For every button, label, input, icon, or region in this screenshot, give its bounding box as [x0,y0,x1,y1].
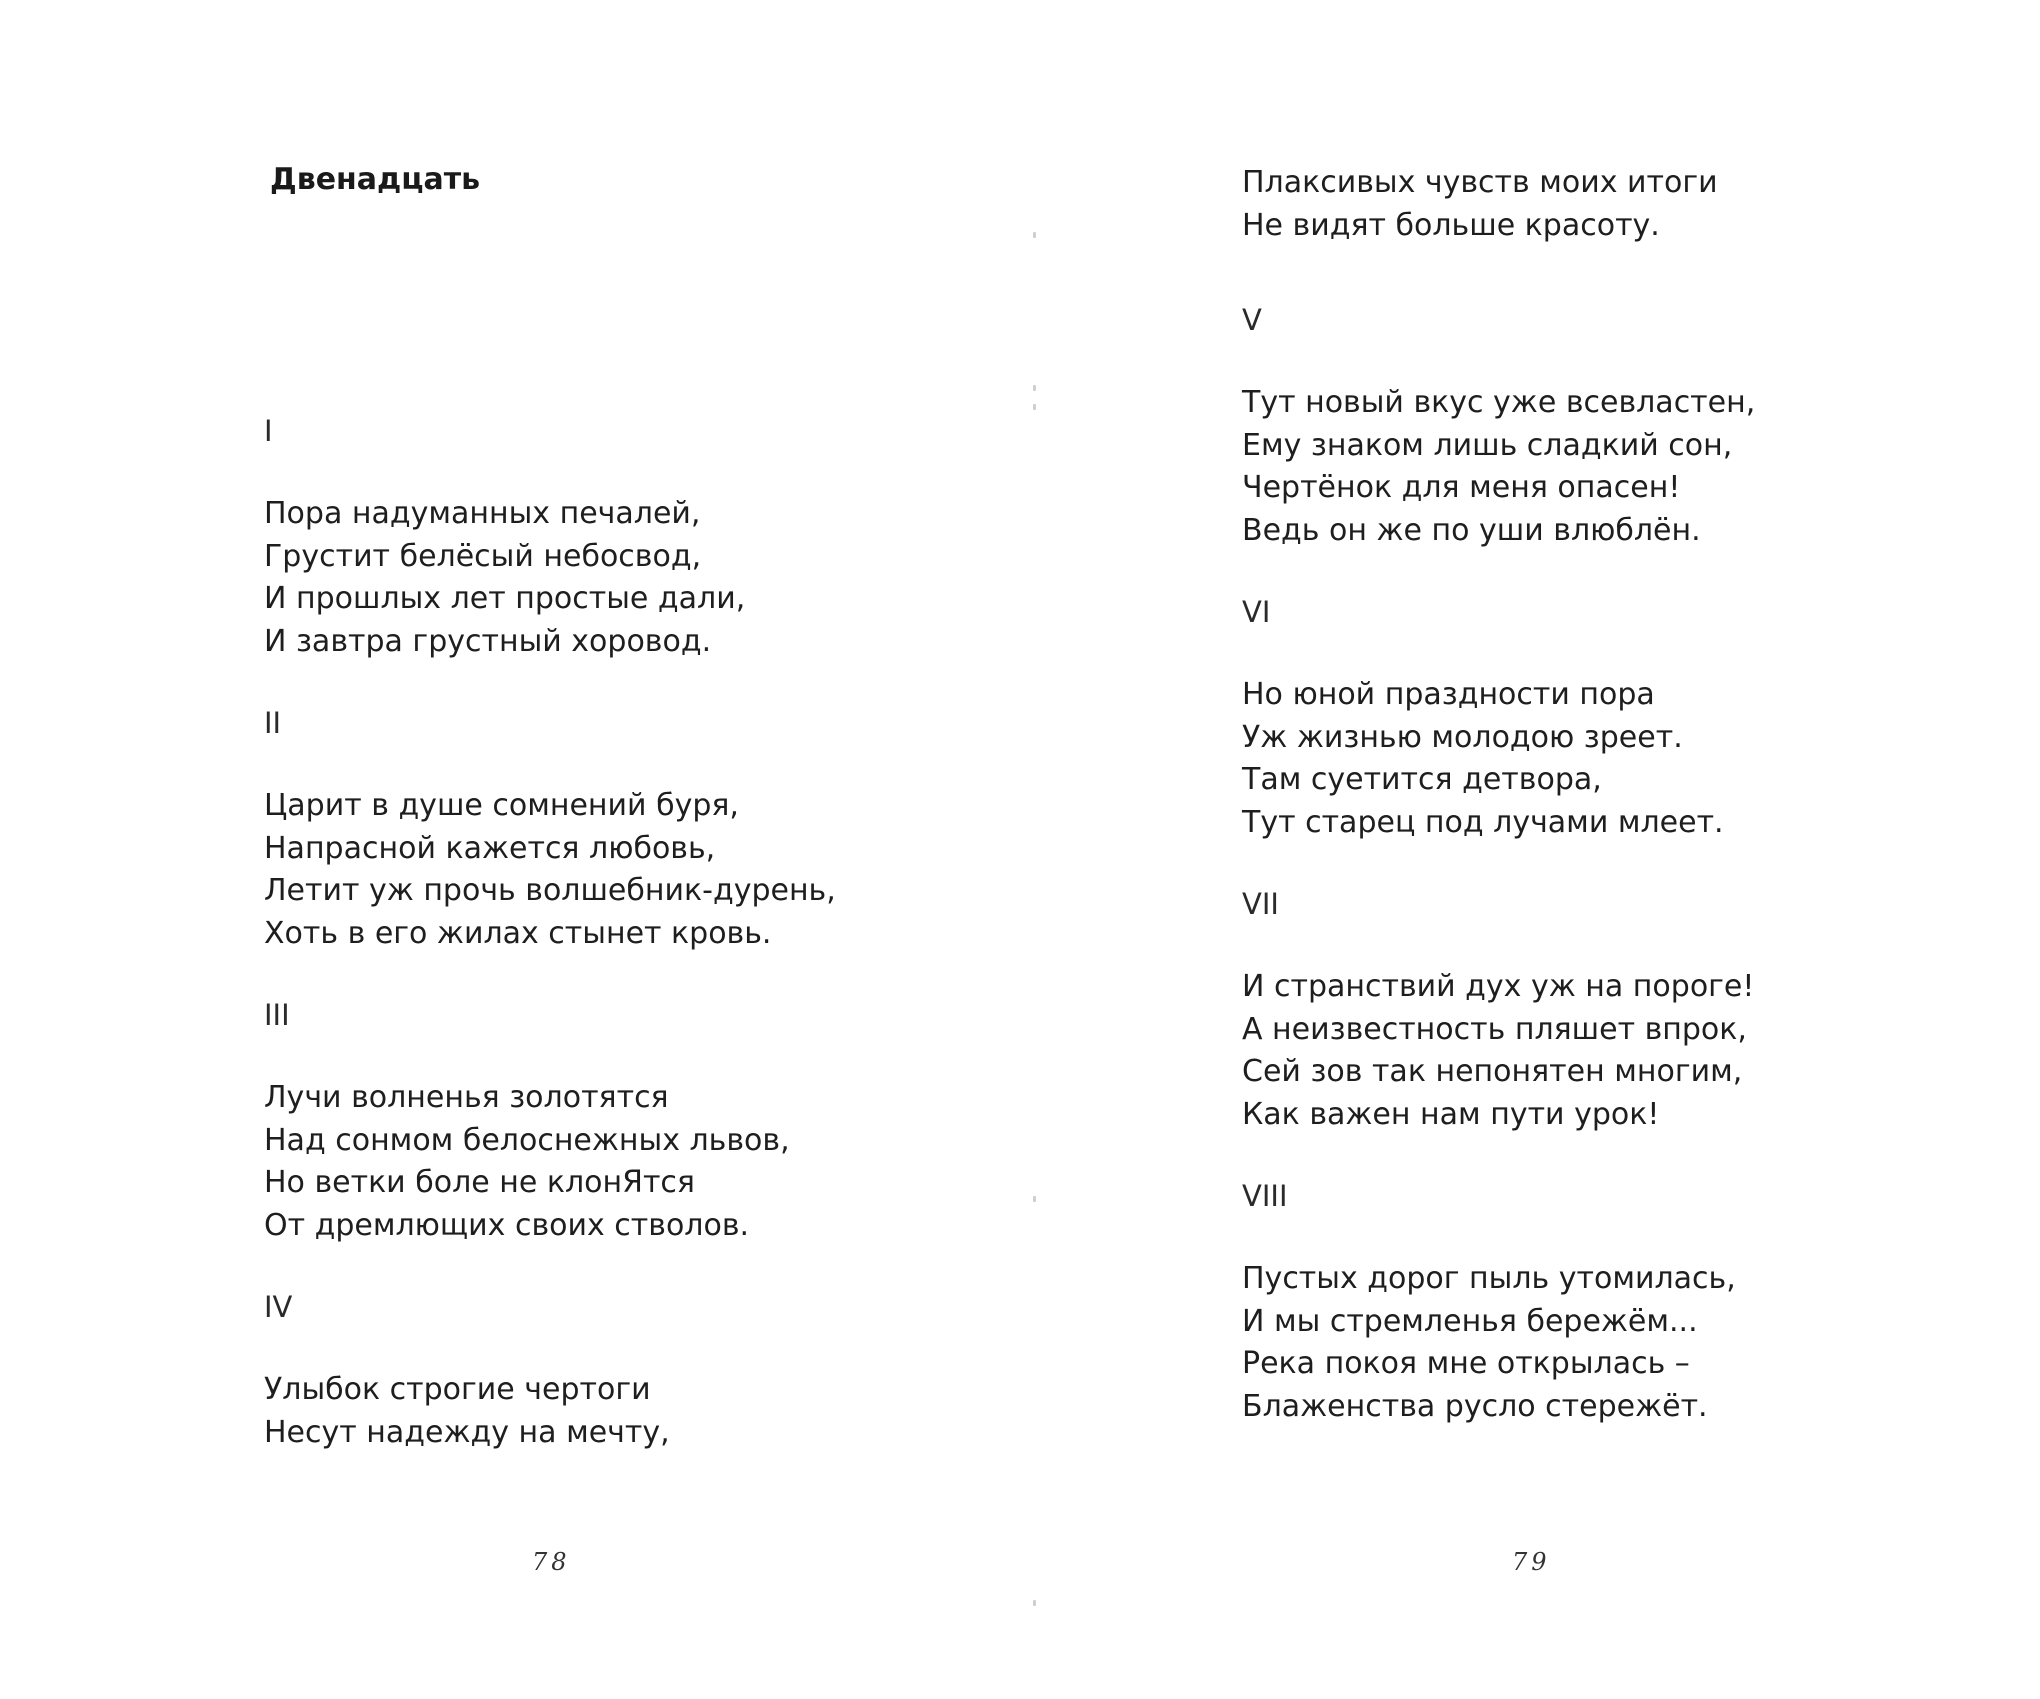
verse-line: Там суетится детвора, [1242,762,1602,797]
verse-line: Пустых дорог пыль утомилась, [1242,1261,1736,1296]
verse-line: Хоть в его жилах стынет кровь. [264,915,772,951]
verse-line: Ему знаком лишь сладкий сон, [1242,427,1733,463]
stanza [1242,1258,1736,1428]
verse-line: И странствий дух уж на пороге! [1242,969,1755,1004]
verse-line: Грустит белёсый небосвод, [264,538,702,574]
verse-line: Чертёнок для меня опасен! [1242,470,1681,505]
section-numeral: VIII [1242,1179,1288,1213]
verse-line: Уж жизнью молодою зреет. [1242,719,1683,755]
stanza [264,1077,790,1247]
verse-line: Ведь он же по уши влюблён. [1242,512,1701,548]
section-1 [264,409,745,663]
section-7 [1242,882,1754,1136]
stanza [1242,382,1755,552]
section-numeral: IV [264,1290,293,1324]
verse-line: Напрасной кажется любовь, [264,830,716,866]
verse-line: Несут надежду на мечту, [264,1414,670,1450]
section-8 [1242,1174,1736,1428]
verse-line: И мы стремленья бережём... [1242,1303,1698,1339]
stanza [264,1369,670,1454]
verse-line: Тут старец под лучами млеет. [1242,804,1724,840]
verse-line: Улыбок строгие чертоги [264,1372,651,1407]
verse-line: Но ветки боле не клонЯтся [264,1165,695,1200]
verse-line: Лучи волненья золотятся [264,1080,669,1115]
stanza [1242,966,1754,1136]
verse-line: Река покоя мне открылась – [1242,1346,1690,1381]
section-numeral: I [264,414,273,448]
section-5 [1242,298,1755,552]
stanza [264,493,745,663]
section-numeral: V [1242,303,1262,337]
verse-line: Но юной праздности пора [1242,677,1655,712]
section-numeral: VII [1242,887,1279,921]
verse-line: Блаженства русло стережёт. [1242,1388,1708,1424]
verse-line: Сей зов так непонятен многим, [1242,1054,1743,1089]
verse-line: От дремлющих своих стволов. [264,1207,750,1243]
section-2 [264,701,836,955]
verse-line: Царит в душе сомнений буря, [264,788,739,823]
stanza [264,785,836,955]
poem-title: Двенадцать [270,162,481,197]
section-numeral: III [264,998,290,1032]
page-number: 78 [532,1548,571,1576]
stanza [1242,674,1724,844]
verse-line: И завтра грустный хоровод. [264,623,712,659]
right-page [1020,0,2040,1699]
verse-line: Над сонмом белоснежных львов, [264,1122,790,1158]
stanza-continuation [1242,162,1718,247]
section-4 [264,1285,670,1454]
page-number: 79 [1512,1548,1551,1576]
section-numeral: II [264,706,282,740]
verse-line: Не видят больше красоту. [1242,207,1660,243]
section-numeral: VI [1242,595,1271,629]
verse-line: А неизвестность пляшет впрок, [1242,1011,1747,1047]
verse-line: И прошлых лет простые дали, [264,581,746,616]
section-6 [1242,590,1724,844]
section-3 [264,993,790,1247]
verse-line: Плаксивых чувств моих итоги [1242,165,1718,200]
verse-line: Пора надуманных печалей, [264,496,701,531]
verse-line: Летит уж прочь волшебник-дурень, [264,873,836,908]
verse-line: Как важен нам пути урок! [1242,1096,1660,1132]
verse-line: Тут новый вкус уже всевластен, [1242,385,1756,420]
